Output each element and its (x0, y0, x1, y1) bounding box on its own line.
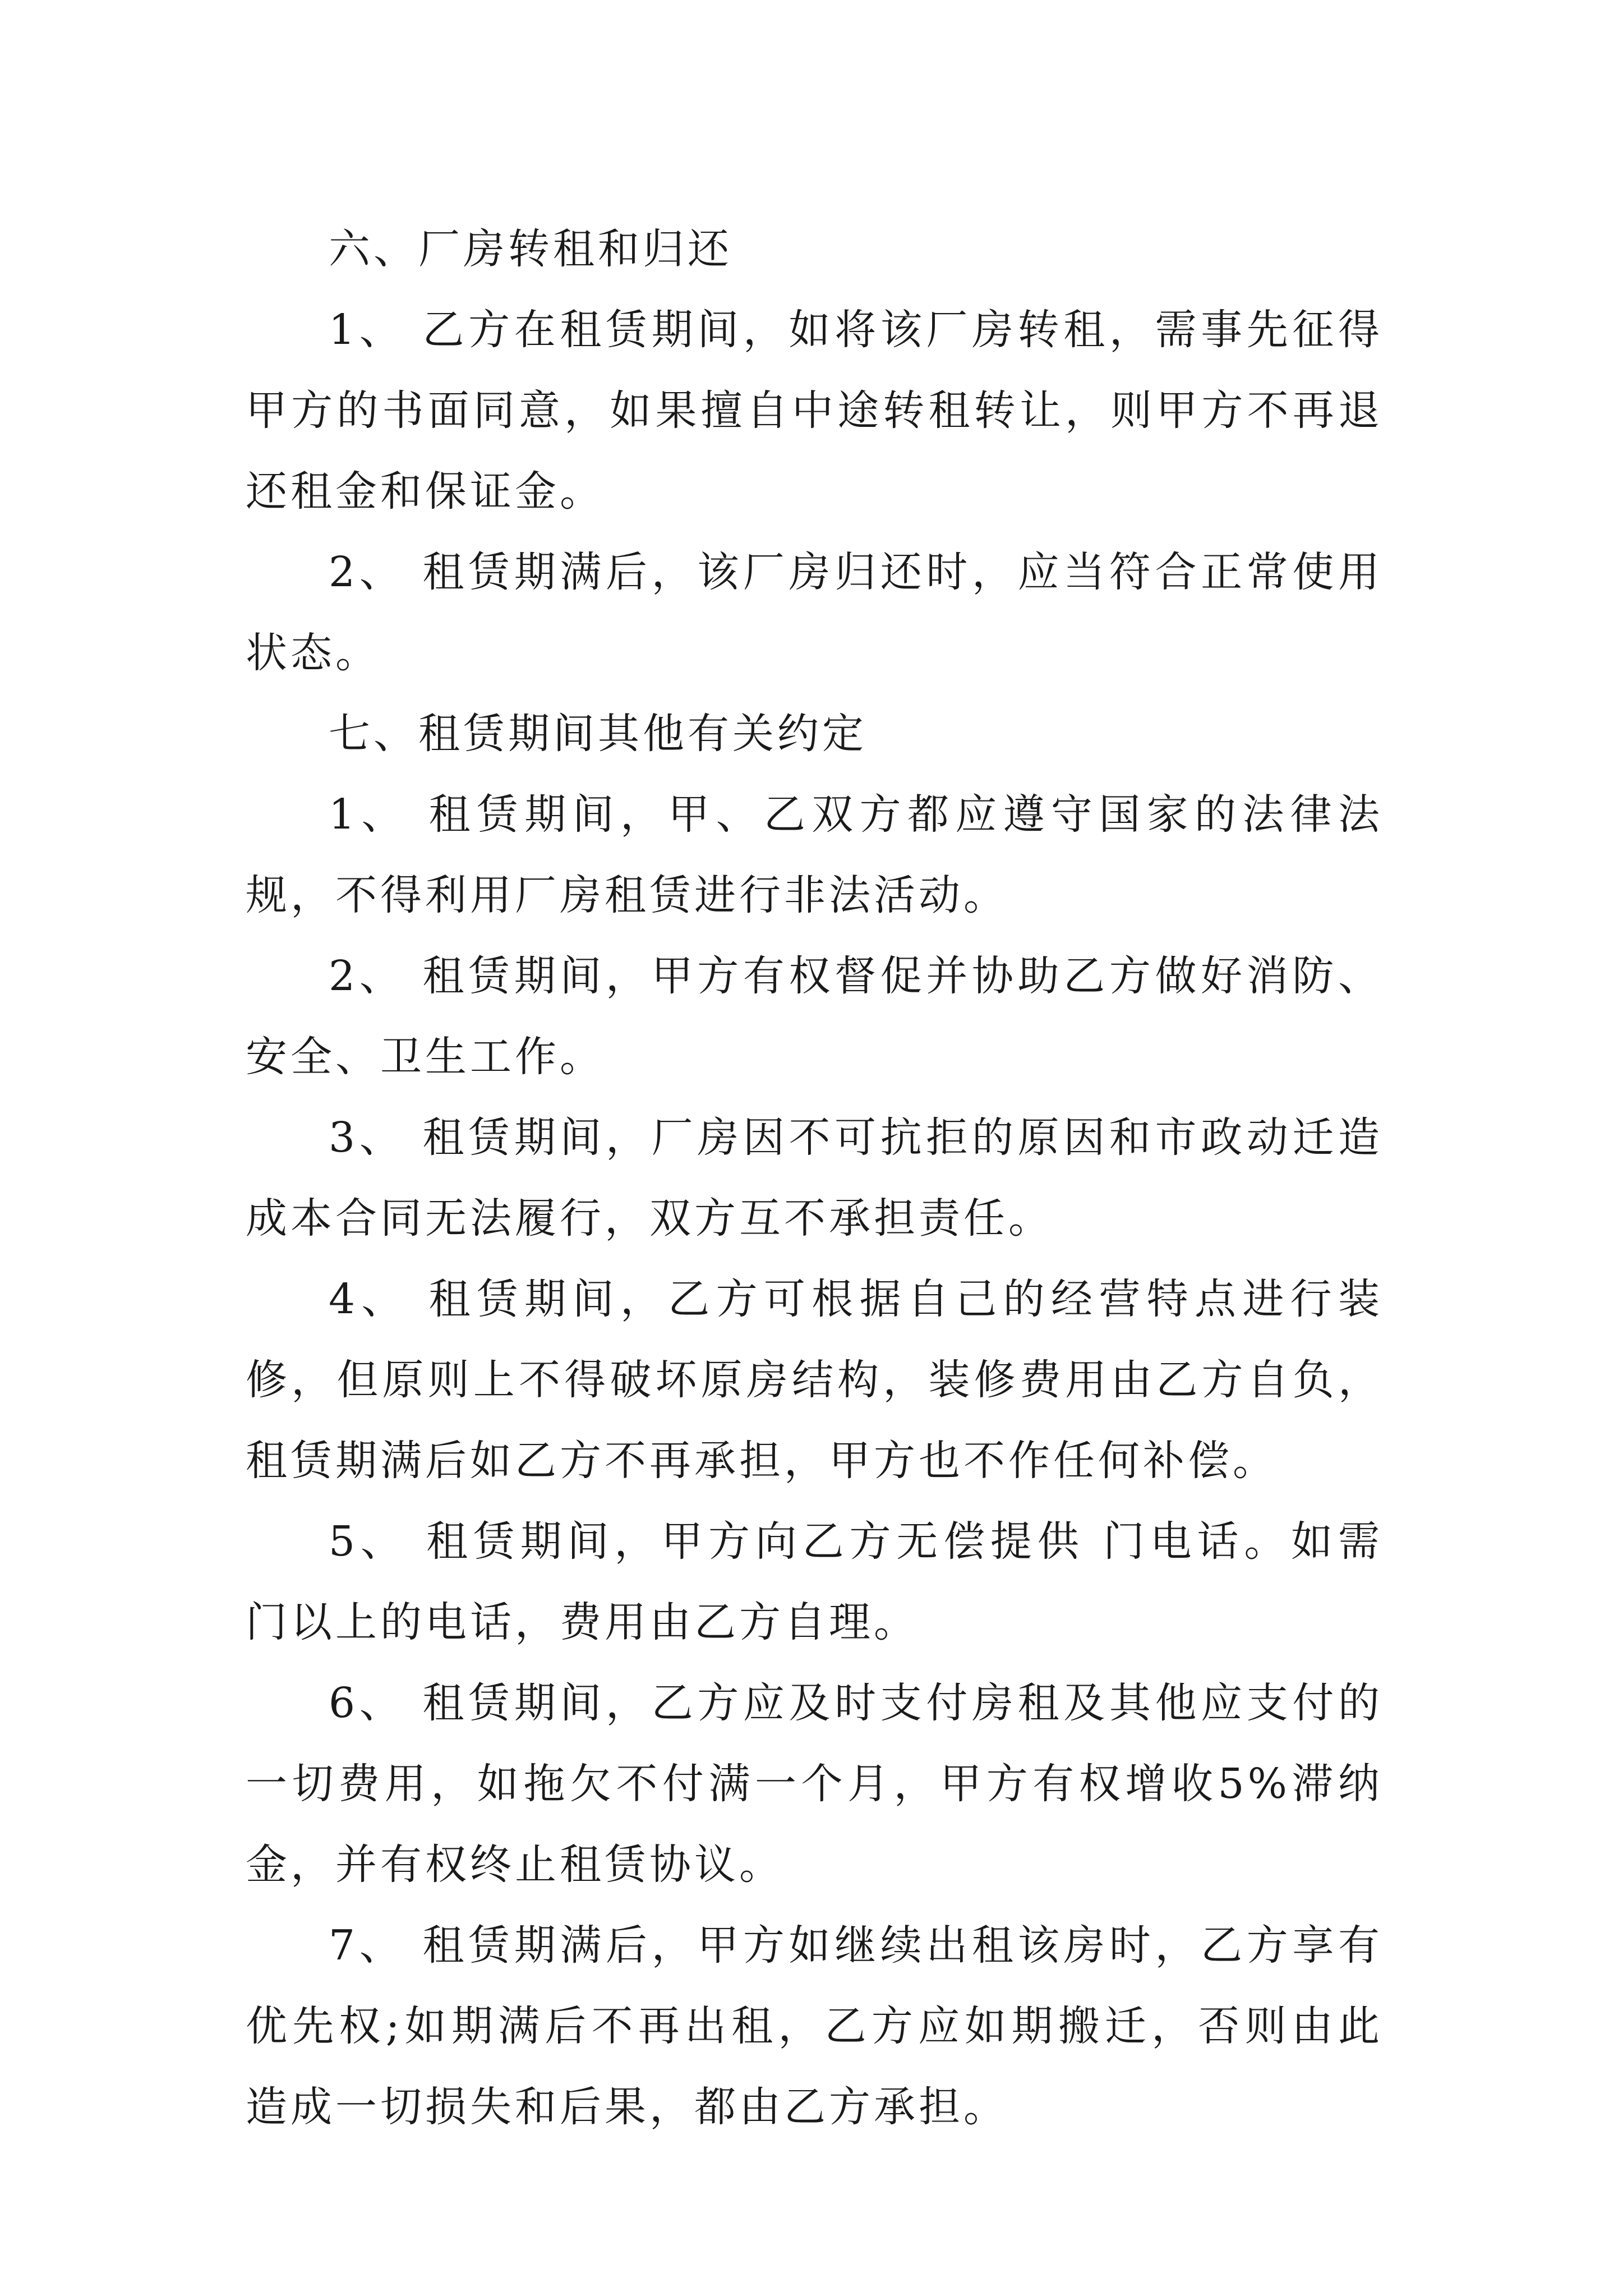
clause-6-2: 2、 租赁期满后，该厂房归还时，应当符合正常使用状态。 (246, 548, 1383, 677)
clause-7-2: 2、 租赁期间，甲方有权督促并协助乙方做好消防、安全、卫生工作。 (246, 952, 1383, 1081)
document-page (246, 209, 1383, 2147)
clause-7-3: 3、 租赁期间，厂房因不可抗拒的原因和市政动迁造成本合同无法履行，双方互不承担责任。 (246, 1114, 1383, 1243)
clause-7-6: 6、 租赁期间，乙方应及时支付房租及其他应支付的一切费用，如拖欠不付满一个月，甲方有权增收5%滞纳金，并有权终止租赁协议。 (246, 1679, 1383, 1889)
clause-6-1: 1、 乙方在租赁期间，如将该厂房转租，需事先征得甲方的书面同意，如果擅自中途转租转让，则甲方不再退还租金和保证金。 (246, 306, 1383, 516)
clause-7-5: 5、 租赁期间，甲方向乙方无偿提供 门电话。如需 门以上的电话，费用由乙方自理。 (246, 1517, 1383, 1646)
clause-7-7: 7、 租赁期满后，甲方如继续出租该房时，乙方享有优先权;如期满后不再出租，乙方应如期搬迁，否则由此造成一切损失和后果，都由乙方承担。 (246, 1921, 1383, 2131)
clause-7-1: 1、 租赁期间，甲、乙双方都应遵守国家的法律法规，不得利用厂房租赁进行非法活动。 (246, 790, 1383, 919)
section-heading-six: 六、厂房转租和归还 (329, 225, 732, 273)
clause-7-4: 4、 租赁期间，乙方可根据自己的经营特点进行装修，但原则上不得破坏原房结构，装修费用由乙方自负，租赁期满后如乙方不再承担，甲方也不作任何补偿。 (246, 1275, 1383, 1485)
section-heading-seven: 七、租赁期间其他有关约定 (329, 710, 867, 758)
